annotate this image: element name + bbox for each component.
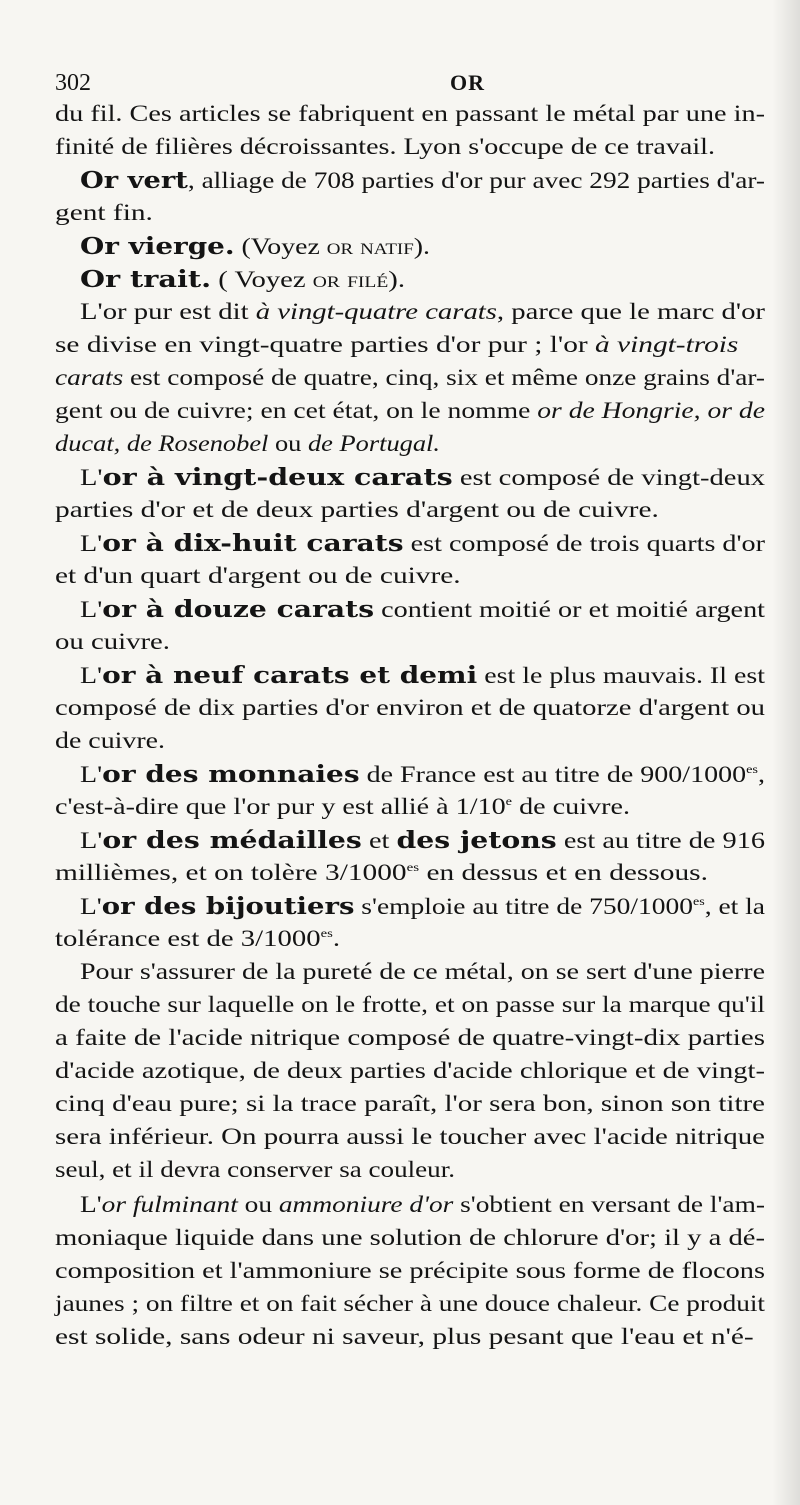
text-run: moniaque liquide dans une solution de chlorure d'or; il y a dé- bbox=[55, 1225, 765, 1251]
text-line-content bbox=[80, 295, 765, 329]
text-line bbox=[80, 460, 800, 494]
text-run: millièmes, et on tolère 3/1000 bbox=[55, 860, 407, 886]
text-run: , bbox=[757, 762, 765, 788]
text-line-content bbox=[55, 691, 765, 725]
text-line-content bbox=[55, 1120, 765, 1154]
bold-term: Or vierge. bbox=[80, 232, 235, 260]
superscript: es bbox=[746, 762, 758, 777]
text-line-content bbox=[80, 163, 765, 198]
text-run: ( Voyez bbox=[211, 267, 313, 293]
text-line bbox=[55, 1120, 800, 1154]
italic-term: à vingt-trois bbox=[595, 332, 739, 358]
text-run: L' bbox=[80, 828, 103, 854]
text-line-content bbox=[55, 1087, 765, 1121]
text-line-content bbox=[55, 1021, 765, 1055]
text-run: . bbox=[332, 926, 340, 952]
text-run: , alliage de 708 parties d'or pur avec 292 parties d'ar- bbox=[187, 168, 765, 194]
text-line-content bbox=[55, 724, 165, 758]
text-line bbox=[55, 1153, 800, 1187]
text-line bbox=[55, 1087, 800, 1121]
text-line bbox=[55, 328, 800, 362]
text-run: est composé de quatre, cinq, six et même onze grains d'ar- bbox=[123, 365, 766, 391]
text-line bbox=[55, 1021, 800, 1055]
text-line bbox=[80, 295, 800, 329]
text-line-content bbox=[80, 889, 765, 924]
italic-term: à vingt-quatre carats bbox=[255, 299, 497, 325]
text-run: parties d'or et de deux parties d'argent ou de cuivre. bbox=[55, 497, 659, 523]
text-line bbox=[80, 229, 800, 263]
superscript: es bbox=[693, 894, 705, 909]
text-line bbox=[55, 130, 800, 164]
text-line bbox=[55, 361, 800, 395]
text-run: L' bbox=[80, 894, 102, 920]
text-run: cinq d'eau pure; si la trace paraît, l'or sera bon, sinon son titre bbox=[55, 1091, 765, 1117]
text-line bbox=[55, 1221, 800, 1255]
text-line-content bbox=[80, 262, 405, 297]
text-line bbox=[55, 394, 800, 428]
text-run: L' bbox=[80, 663, 103, 689]
text-run: , parce que le marc d'or bbox=[496, 299, 765, 325]
text-run: ou bbox=[237, 1192, 279, 1218]
text-line-content bbox=[55, 988, 765, 1022]
text-line bbox=[55, 559, 800, 593]
text-line-content bbox=[80, 526, 765, 561]
bold-term: or des médailles bbox=[102, 826, 362, 854]
bold-term: or à neuf carats et demi bbox=[102, 661, 478, 689]
text-run: sera inférieur. On pourra aussi le toucher avec l'acide nitrique bbox=[55, 1124, 765, 1150]
text-line-content bbox=[55, 922, 340, 956]
bold-term: Or trait. bbox=[80, 265, 212, 293]
text-run: gent ou de cuivre; en cet état, on le nomme bbox=[55, 398, 538, 424]
text-line bbox=[80, 163, 800, 197]
text-run: (Voyez bbox=[234, 234, 327, 260]
text-line bbox=[55, 625, 800, 659]
text-line-content bbox=[55, 559, 461, 593]
text-run: de cuivre. bbox=[55, 728, 165, 754]
text-run: jaunes ; on filtre et on fait sécher à une douce chaleur. Ce produit bbox=[55, 1291, 765, 1317]
text-run: de touche sur laquelle on le frotte, et on passe sur la marque qu'il bbox=[55, 992, 765, 1018]
text-line-content bbox=[55, 361, 765, 395]
text-run: d'acide azotique, de deux parties d'acide chlorique et de vingt- bbox=[55, 1058, 765, 1084]
text-line-content bbox=[55, 790, 630, 824]
text-line-content bbox=[80, 460, 765, 495]
text-line bbox=[55, 790, 800, 824]
text-run: a faite de l'acide nitrique composé de quatre-vingt-dix parties bbox=[55, 1025, 765, 1051]
text-line-content bbox=[55, 427, 440, 461]
text-line bbox=[55, 196, 800, 230]
text-run: est le plus mauvais. Il est bbox=[477, 663, 765, 689]
text-line bbox=[80, 955, 800, 989]
text-run: tolérance est de 3/1000 bbox=[55, 926, 321, 952]
text-line-content bbox=[80, 229, 430, 264]
text-run: contient moitié or et moitié argent bbox=[374, 597, 765, 623]
superscript: es bbox=[320, 926, 333, 941]
text-run: gent fin. bbox=[55, 200, 153, 226]
text-line bbox=[55, 1320, 800, 1354]
text-line-content bbox=[55, 625, 170, 659]
text-run: et bbox=[361, 828, 397, 854]
italic-term: ducat, de Rosenobel bbox=[55, 431, 269, 457]
text-line bbox=[80, 658, 800, 692]
text-line bbox=[55, 1254, 800, 1288]
text-line-content bbox=[55, 1254, 765, 1288]
text-run: est solide, sans odeur ni saveur, plus pesant que l'eau et n'é- bbox=[55, 1324, 754, 1350]
text-line bbox=[80, 592, 800, 626]
italic-term: de Portugal. bbox=[307, 431, 440, 457]
text-line-content bbox=[55, 97, 765, 131]
text-line bbox=[80, 526, 800, 560]
text-line bbox=[55, 988, 800, 1022]
small-caps-ref: or filé bbox=[312, 267, 389, 293]
text-run: est au titre de 916 bbox=[556, 828, 766, 854]
text-run: L' bbox=[80, 531, 103, 557]
text-line bbox=[55, 427, 800, 461]
text-line-content bbox=[55, 130, 715, 164]
bold-term: des jetons bbox=[396, 826, 557, 854]
text-run: de cuivre. bbox=[512, 794, 630, 820]
bold-term: or à vingt-deux carats bbox=[102, 463, 453, 491]
text-line bbox=[55, 493, 800, 527]
text-line bbox=[55, 97, 800, 131]
text-line-content bbox=[55, 1287, 765, 1321]
text-run: L' bbox=[80, 597, 103, 623]
text-line bbox=[55, 1287, 800, 1321]
text-run: composé de dix parties d'or environ et de quatorze d'argent ou bbox=[55, 695, 765, 721]
text-line bbox=[55, 922, 800, 956]
text-run: en dessus et en dessous. bbox=[419, 860, 708, 886]
text-line-content bbox=[80, 1188, 765, 1222]
bold-term: or à douze carats bbox=[102, 595, 375, 623]
text-line bbox=[80, 757, 800, 791]
text-line-content bbox=[55, 1320, 754, 1354]
text-run: , et la bbox=[704, 894, 766, 920]
text-line-content bbox=[80, 955, 765, 989]
running-head: OR bbox=[450, 70, 485, 95]
text-run: est composé de vingt-deux bbox=[452, 465, 765, 491]
text-line-content bbox=[55, 394, 765, 428]
text-run: ou cuivre. bbox=[55, 629, 170, 655]
text-line bbox=[80, 823, 800, 857]
superscript: es bbox=[406, 860, 420, 875]
italic-term: or de Hongrie, or de bbox=[537, 398, 765, 424]
italic-term: carats bbox=[55, 365, 124, 391]
text-line-content bbox=[55, 856, 708, 890]
text-run: L'or pur est dit bbox=[80, 299, 256, 325]
text-line bbox=[55, 724, 800, 758]
text-line-content bbox=[80, 592, 765, 627]
text-run: ou bbox=[268, 431, 308, 457]
text-run: L' bbox=[80, 762, 103, 788]
italic-term: ammoniure d'or bbox=[278, 1192, 454, 1218]
bold-term: or des bijoutiers bbox=[101, 892, 355, 920]
text-run: est composé de trois quarts d'or bbox=[403, 531, 765, 557]
text-line-content bbox=[55, 1054, 765, 1088]
superscript: e bbox=[505, 794, 513, 809]
text-line bbox=[80, 1188, 800, 1222]
text-line bbox=[80, 262, 800, 296]
small-caps-ref: or natif bbox=[326, 234, 414, 260]
italic-term: or fulminant bbox=[101, 1192, 238, 1218]
bold-term: or des monnaies bbox=[102, 760, 360, 788]
text-line bbox=[55, 856, 800, 890]
text-run: ). bbox=[413, 234, 430, 260]
text-run: L' bbox=[80, 465, 103, 491]
text-line bbox=[55, 691, 800, 725]
text-line-content bbox=[55, 493, 659, 527]
text-run: se divise en vingt-quatre parties d'or pur ; l'or bbox=[55, 332, 596, 358]
text-line-content bbox=[55, 196, 153, 230]
text-run: composition et l'ammoniure se précipite sous forme de flocons bbox=[55, 1258, 765, 1284]
text-run: L' bbox=[80, 1192, 102, 1218]
bold-term: or à dix-huit carats bbox=[102, 529, 404, 557]
text-run: ). bbox=[388, 267, 405, 293]
text-line-content bbox=[55, 1153, 455, 1187]
text-run: et d'un quart d'argent ou de cuivre. bbox=[55, 563, 461, 589]
bold-term: Or vert bbox=[80, 166, 188, 194]
text-line-content bbox=[80, 658, 765, 693]
text-run: seul, et il devra conserver sa couleur. bbox=[55, 1157, 455, 1183]
text-run: c'est-à-dire que l'or pur y est allié à 1/10 bbox=[55, 794, 506, 820]
text-run: du fil. Ces articles se fabriquent en passant le métal par une in- bbox=[55, 101, 765, 127]
text-line bbox=[55, 1054, 800, 1088]
text-run: finité de filières décroissantes. Lyon s'occupe de ce travail. bbox=[55, 134, 715, 160]
text-line-content bbox=[55, 328, 738, 362]
text-run: s'obtient en versant de l'am- bbox=[453, 1192, 765, 1218]
page-number: 302 bbox=[55, 70, 91, 96]
text-line-content bbox=[80, 823, 765, 858]
text-line bbox=[80, 889, 800, 923]
text-line-content bbox=[55, 1221, 765, 1255]
text-run: de France est au titre de 900/1000 bbox=[359, 762, 747, 788]
text-run: Pour s'assurer de la pureté de ce métal, on se sert d'une pierre bbox=[80, 959, 765, 985]
text-run: s'emploie au titre de 750/1000 bbox=[354, 894, 694, 920]
text-line-content bbox=[80, 757, 765, 792]
